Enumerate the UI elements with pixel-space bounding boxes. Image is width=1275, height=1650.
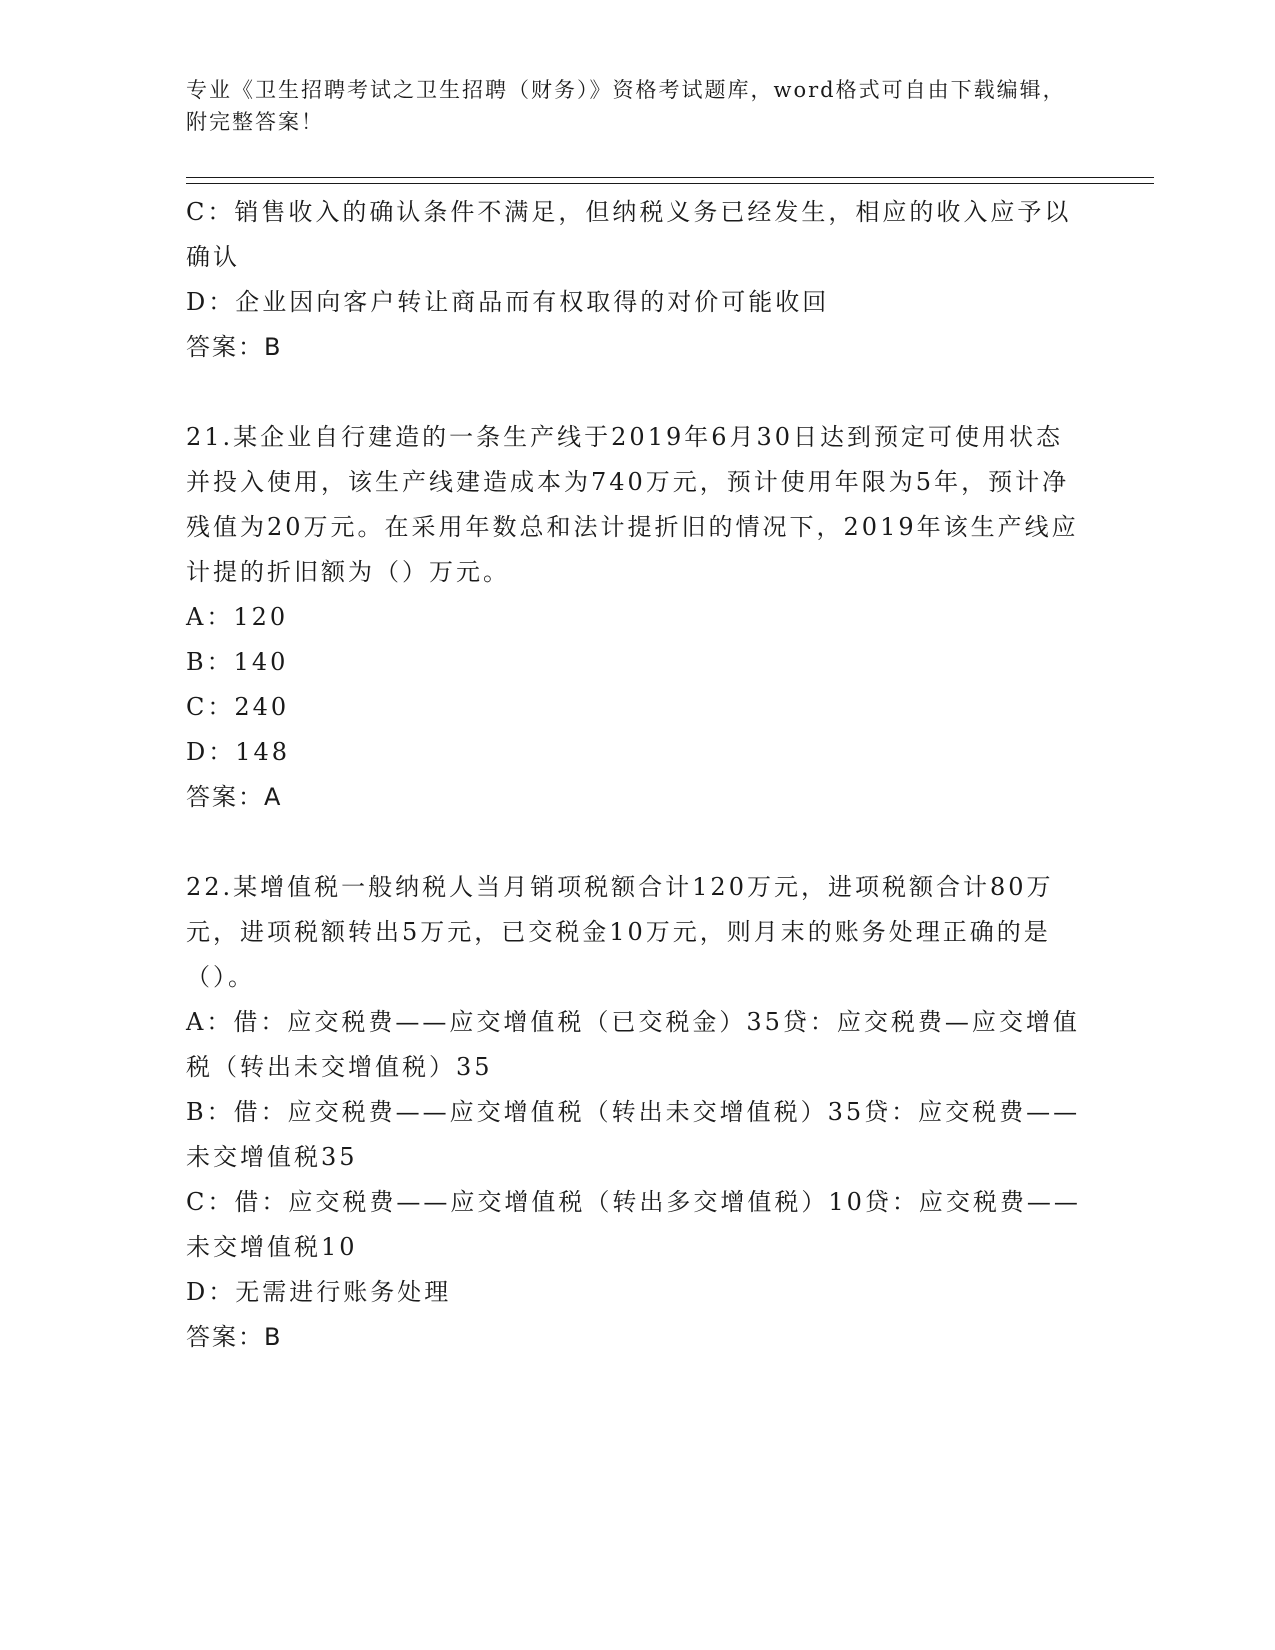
document-header (186, 74, 1086, 138)
question-21 (186, 415, 1086, 820)
answer-line: 答案：B (186, 1323, 283, 1351)
option-b: B：140 (186, 648, 289, 676)
option-d: D：无需进行账务处理 (186, 1278, 452, 1306)
spacer (186, 370, 1086, 415)
header-title: 专业《卫生招聘考试之卫生招聘（财务）》资格考试题库，word格式可自由下载编辑，附完整答案！ (186, 78, 1066, 134)
question-stem: 21.某企业自行建造的一条生产线于2019年6月30日达到预定可使用状态并投入使用，该生产线建造成本为740万元，预计使用年限为5年，预计净残值为20万元。在采用年数总和法计提折旧的情况下，2019年该生产线应计提的折旧额为（）万元。 (186, 423, 1079, 586)
option-c: C：销售收入的确认条件不满足，但纳税义务已经发生，相应的收入应予以确认 (186, 198, 1072, 271)
answer-line: 答案：B (186, 333, 283, 361)
question-stem: 22.某增值税一般纳税人当月销项税额合计120万元，进项税额合计80万元，进项税额转出5万元，已交税金10万元，则月末的账务处理正确的是（）。 (186, 873, 1054, 991)
option-b: B：借：应交税费——应交增值税（转出未交增值税）35贷：应交税费——未交增值税35 (186, 1098, 1081, 1171)
question-22 (186, 865, 1086, 1360)
header-divider-bottom (186, 183, 1154, 184)
option-d: D：148 (186, 738, 291, 766)
option-a: A：借：应交税费——应交增值税（已交税金）35贷：应交税费—应交增值税（转出未交增值税）35 (186, 1008, 1080, 1081)
answer-line: 答案：A (186, 783, 283, 811)
option-a: A：120 (186, 603, 289, 631)
previous-question-tail (186, 190, 1086, 370)
option-c: C：借：应交税费——应交增值税（转出多交增值税）10贷：应交税费——未交增值税10 (186, 1188, 1081, 1261)
question-content (186, 190, 1086, 1360)
option-c: C：240 (186, 693, 290, 721)
spacer (186, 820, 1086, 865)
header-divider-top (186, 177, 1154, 178)
option-d: D：企业因向客户转让商品而有权取得的对价可能收回 (186, 288, 830, 316)
